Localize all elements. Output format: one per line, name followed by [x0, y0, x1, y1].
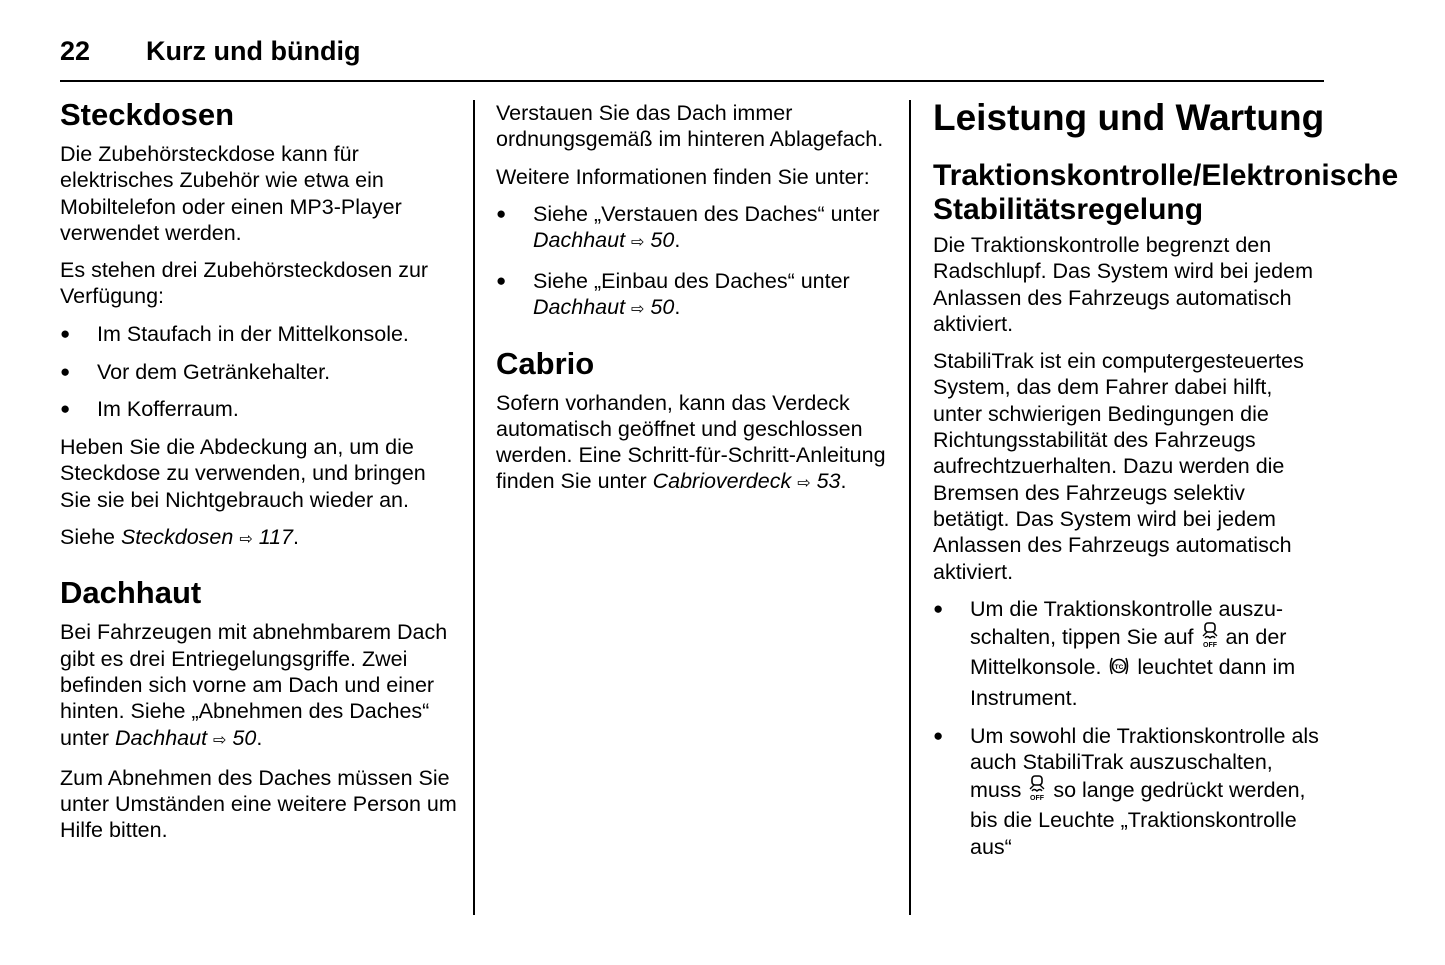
traction-off-icon	[1027, 775, 1047, 807]
column-divider	[473, 100, 475, 915]
paragraph: Bei Fahrzeugen mit abnehmbarem Dach gibt es drei Entriegelungsgriffe. Zwei befinden sich vorne am Dach und einer hinten. Siehe „Abnehmen des Daches“ unter Dachhaut ⇨ 50.	[60, 620, 448, 750]
column-right	[933, 97, 1399, 872]
ref-link[interactable]: Steckdosen	[120, 525, 234, 550]
section-heading: Traktionskontrolle/Elektronische Stabilitätsregelung	[933, 159, 1399, 226]
ref-arrow-icon: ⇨	[213, 731, 227, 749]
paragraph: StabiliTrak ist ein computergesteuertes System, das dem Fahrer dabei hilft, unter schwierigen Bedingungen die Richtungsstabilität des Fahrzeugs aufrechtzuerhalten. Dazu werden die Bremsen des Fahrzeugs selektiv betätigt. Das System wird bei jedem Anlassen des Fahrzeugs automatisch aktiviert.	[933, 349, 1304, 584]
traction-control-warning-icon	[1107, 654, 1131, 684]
ref-page[interactable]: 50	[650, 228, 675, 253]
paragraph: Heben Sie die Abdeckung an, um die Steckdose zu verwenden, und bringen Sie sie bei Nichtgebrauch wieder an.	[60, 435, 426, 512]
chapter-heading: Leistung und Wartung	[933, 97, 1325, 138]
heading-dachhaut: Dachhaut	[60, 575, 202, 611]
list-item: ● Um die Traktionskontrolle auszuschalten, tippen Sie auf OFF an der Mittelkonsole. TC leuchtet dann im Instrument.	[933, 596, 1325, 711]
svg-text:TC: TC	[1115, 664, 1124, 672]
traction-off-icon	[1200, 622, 1220, 654]
heading-steckdosen: Steckdosen	[60, 97, 235, 132]
ref-arrow-icon: ⇨	[631, 301, 645, 319]
ref-page[interactable]: 53	[816, 469, 841, 494]
ref-arrow-icon: ⇨	[239, 531, 253, 549]
page-header	[60, 34, 1324, 82]
ref-link[interactable]: Cabrioverdeck	[652, 469, 792, 494]
paragraph: Zum Abnehmen des Daches müssen Sie unter Umständen eine weitere Person um Hilfe bitten.	[60, 765, 457, 843]
section-title: Kurz und bündig	[146, 36, 361, 66]
paragraph: Die Traktionskontrolle begrenzt den Radschlupf. Das System wird bei jedem Anlassen des Fahrzeugs automatisch aktiviert.	[933, 233, 1313, 336]
paragraph: Die Zubehörsteckdose kann für elektrisches Zubehör wie etwa ein Mobiltelefon oder einen MP3-Player verwendet werden.	[60, 142, 402, 245]
ref-arrow-icon: ⇨	[797, 475, 811, 493]
ref-link[interactable]: Dachhaut	[115, 725, 208, 750]
heading-cabrio: Cabrio	[496, 345, 595, 381]
svg-text:OFF: OFF	[1030, 795, 1045, 802]
ref-link[interactable]: Dachhaut	[533, 228, 626, 253]
list-item: ● Im Staufach in der Mittelkonsole.	[60, 321, 460, 347]
bullet-list	[933, 596, 1325, 860]
ref-page[interactable]: 50	[232, 725, 257, 750]
paragraph: Weitere Informationen finden Sie unter:	[496, 164, 870, 189]
list-item: ● Um sowohl die Traktionskontrolle als auch StabiliTrak auszuschalten, muss OFF so lange gedrückt werden, bis die Leuchte „Traktionskontrolle aus“	[933, 723, 1325, 860]
list-item: ● Im Kofferraum.	[60, 396, 460, 422]
column-left	[60, 97, 460, 855]
bullet-list	[60, 321, 460, 423]
ref-page[interactable]: 50	[650, 295, 675, 320]
list-item: ● Vor dem Getränkehalter.	[60, 359, 460, 385]
ref-arrow-icon: ⇨	[631, 234, 645, 252]
ref-page[interactable]: 117	[258, 525, 293, 550]
column-middle	[496, 100, 894, 509]
ref-prefix: Siehe	[60, 525, 121, 550]
column-divider	[909, 100, 911, 915]
ref-link[interactable]: Dachhaut	[533, 295, 626, 320]
paragraph: Sofern vorhanden, kann das Verdeck automatisch geöffnet und geschlossen werden. Eine Schritt-für-Schritt-Anleitung finden Sie unter Cabrioverdeck ⇨ 53.	[496, 390, 886, 494]
cross-reference: Siehe Steckdosen ⇨ 117.	[60, 525, 299, 550]
page-number: 22	[60, 36, 91, 66]
bullet-list	[496, 201, 894, 324]
svg-text:OFF: OFF	[1202, 642, 1217, 649]
list-item: ● Siehe „Einbau des Daches“ unter Dachhaut ⇨ 50.	[496, 268, 894, 324]
paragraph: Es stehen drei Zubehörsteckdosen zur Verfügung:	[60, 258, 429, 309]
list-item: ● Siehe „Verstauen des Daches“ unter Dachhaut ⇨ 50.	[496, 201, 894, 257]
paragraph: Verstauen Sie das Dach immer ordnungsgemäß im hinteren Ablagefach.	[496, 101, 884, 152]
